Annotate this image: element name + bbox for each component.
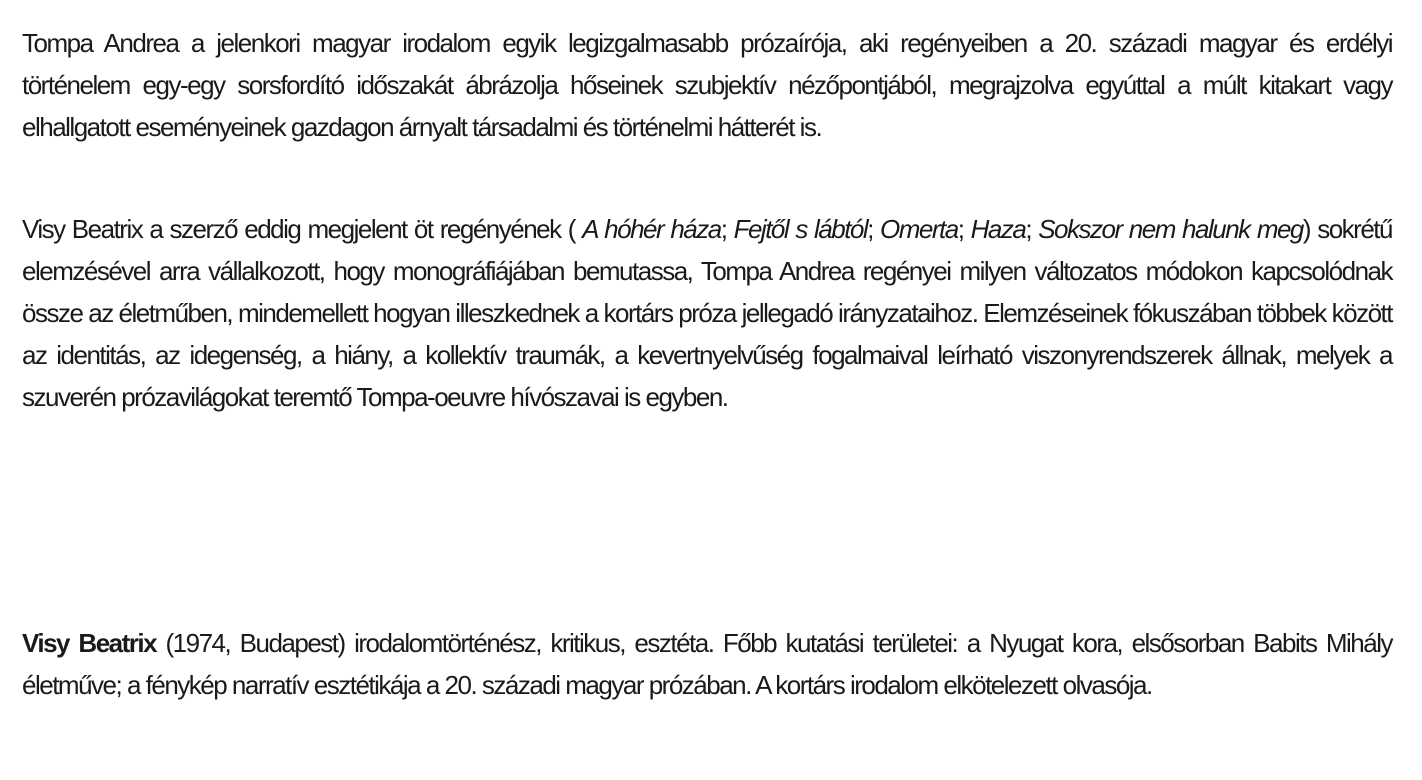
monograph-lead: Visy Beatrix a szerző eddig megjelent öt regényének ( (22, 214, 583, 244)
title-separator: ; (957, 214, 971, 244)
author-bio: (1974, Budapest) irodalomtörténész, kritikus, esztéta. Főbb kutatási területei: a Nyugat kora, elsősorban Babits Mihály életműve; a fénykép narratív esztétikája a 20. századi magyar prózában. A kortárs irodalom elkötelezett olvasója. (22, 628, 1392, 700)
title-separator: ; (1025, 214, 1039, 244)
title-separator: ; (720, 214, 734, 244)
novel-title-1: A hóhér háza (582, 214, 721, 244)
title-separator: ; (867, 214, 881, 244)
intro-text: Tompa Andrea a jelenkori magyar irodalom egyik legizgalmasabb prózaírója, aki regényeiben a 20. századi magyar és erdélyi történelem egy-egy sorsfordító időszakát ábrázolja hőseinek szubjektív nézőpontjából, megrajzolva egyúttal a múlt kitakart vagy elhallgatott eseményeinek gazdagon árnyalt társadalmi és történelmi hátterét is. (22, 28, 1392, 142)
intro-paragraph (22, 22, 1392, 148)
novel-title-4: Haza (970, 214, 1026, 244)
novel-title-3: Omerta (880, 214, 958, 244)
monograph-rest: ) sokrétű elemzésével arra vállalkozott, hogy monográfiájában bemutassa, Tompa Andrea regényei milyen változatos módokon kapcsolódnak össze az életműben, mindemellett hogyan illeszkednek a kortárs próza jellegadó irányzataihoz. Elemzéseinek fókuszában többek között az identitás, az idegenség, a hiány, a kollektív traumák, a kevertnyelvűség fogalmaival leírható viszonyrendszerek állnak, melyek a szuverén prózavilágokat teremtő Tompa-oeuvre hívószavai is egyben. (22, 214, 1392, 412)
monograph-paragraph (22, 208, 1392, 418)
novel-title-2: Fejtől s lábtól (733, 214, 868, 244)
author-bio-paragraph (22, 622, 1392, 706)
author-name: Visy Beatrix (22, 628, 157, 658)
novel-title-5: Sokszor nem halunk meg (1038, 214, 1303, 244)
